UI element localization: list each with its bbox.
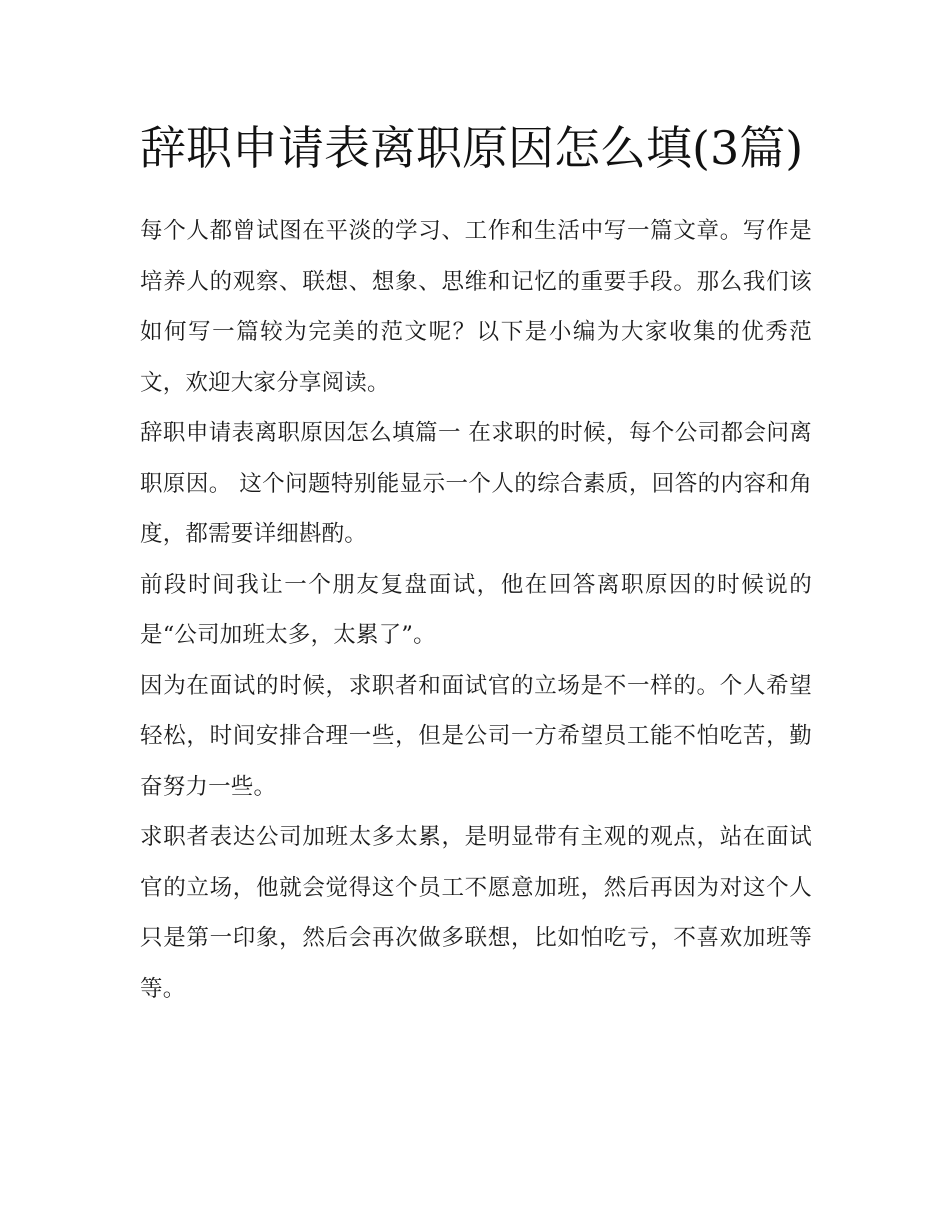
document-page (140, 112, 812, 1014)
paragraph-different-positions: 因为在面试的时候，求职者和面试官的立场是不一样的。个人希望轻松，时间安排合理一些，但是公司一方希望员工能不怕吃苦，勤奋努力一些。 (140, 672, 812, 800)
paragraph-section-one: 辞职申请表离职原因怎么填篇一 在求职的时候，每个公司都会问离职原因。 这个问题特别能显示一个人的综合素质，回答的内容和角度，都需要详细斟酌。 (140, 420, 812, 547)
paragraph-intro: 每个人都曾试图在平淡的学习、工作和生活中写一篇文章。写作是培养人的观察、联想、想象、思维和记忆的重要手段。那么我们该如何写一篇较为完美的范文呢？以下是小编为大家收集的优秀范文，欢迎大家分享阅读。 (140, 218, 812, 396)
paragraph-interviewer-view: 求职者表达公司加班太多太累，是明显带有主观的观点，站在面试官的立场，他就会觉得这个员工不愿意加班，然后再因为对这个人只是第一印象，然后会再次做多联想，比如怕吃亏，不喜欢加班等等。 (140, 824, 812, 1002)
paragraph-friend-interview: 前段时间我让一个朋友复盘面试，他在回答离职原因的时候说的是“公司加班太多，太累了”。 (140, 571, 812, 648)
document-title: 辞职申请表离职原因怎么填(3篇) (140, 121, 804, 175)
